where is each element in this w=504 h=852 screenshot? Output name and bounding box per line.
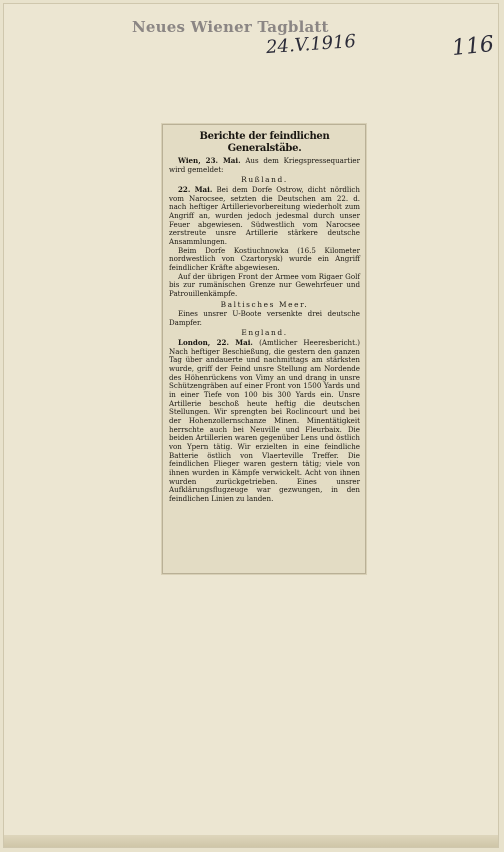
paragraph-lead: 22. Mai. [178,184,213,194]
paragraph-text: Auf der übrigen Front der Armee vom Rigaer Golf bis zur rumänischen Grenze nur Gewehrfeuer und Patrouillenkämpfe. [169,271,360,298]
sheet-bottom-edge [4,835,498,847]
paragraph-russia-3 [169,273,360,299]
section-heading-russia: Rußland. [241,175,288,185]
dateline: Wien, 23. Mai. [178,156,241,165]
article-intro [169,157,360,174]
handwritten-date: 24.V.1916 [265,30,357,59]
paragraph-lead: London, 22. Mai. [178,338,253,348]
newspaper-clipping [162,124,366,574]
paragraph-baltic-1 [169,310,360,327]
intro-text: Aus dem Kriegspressequartier wird gemeldet: [169,156,360,174]
paragraph-text: (Amtlicher Heeresbericht.) Nach heftiger Beschießung, die gestern den ganzen Tag über andauerte und nachmittags am stärksten wurde, griff der Feind unsre Stellung am Nordende des Höhenrückens von Vimy an und drang in unsre Schützengräben auf einer Front von 1500 Yards und in einer Tiefe von 100 bis 300 Yards ein. Unsre Artillerie beschoß heute heftig die deutschen Stellungen. Wir sprengten bei Roclincourt und bei der Hohenzollernschanze Minen. Minentätigkeit herrschte auch bei Neuville und Fleurbaix. Die beiden Artillerien waren gegenüber Lens und östlich von Ypern tätig. Wir erzielten in eine feindliche Batterie östlich von Vlaerteville Treffer. Die feindlichen Flieger waren gestern tätig; viele von ihnen wurden in Kämpfe verwickelt. Acht von ihnen wurden zurückgetrieben. Eines unsrer Aufklärungsflugzeuge war gezwungen, in den feindlichen Linien zu landen. [169,338,360,503]
paragraph-text: Eines unsrer U-Boote versenkte drei deutsche Dampfer. [169,309,360,327]
section-heading-baltic: Baltisches Meer. [220,299,309,309]
paragraph-england-1 [169,339,360,503]
newspaper-stamp: Neues Wiener Tagblatt [132,18,329,36]
paragraph-text: Beim Dorfe Kostiuchnowka (16.5 Kilometer nordwestlich von Czartorysk) wurde ein Angriff feindlicher Kräfte abgewiesen. [169,245,360,272]
handwritten-folio-number: 116 [450,31,496,62]
section-heading-england: England. [241,328,288,338]
paragraph-text: Bei dem Dorfe Ostrow, dicht nördlich vom Narocsee, setzten die Deutschen am 22. d. nach heftiger Artillerievorbereitung wiederholt zum Angriff an, wurden jedoch jedesmal durch unser Feuer abgewiesen. Südwestlich vom Narocsee zerstreute unsre Artillerie stärkere deutsche Ansammlungen. [169,184,360,246]
paragraph-russia-2 [169,247,360,273]
article-title: Berichte der feindlichen Generalstäbe. [199,131,330,154]
paragraph-russia-1 [169,186,360,247]
archive-sheet [3,3,499,848]
